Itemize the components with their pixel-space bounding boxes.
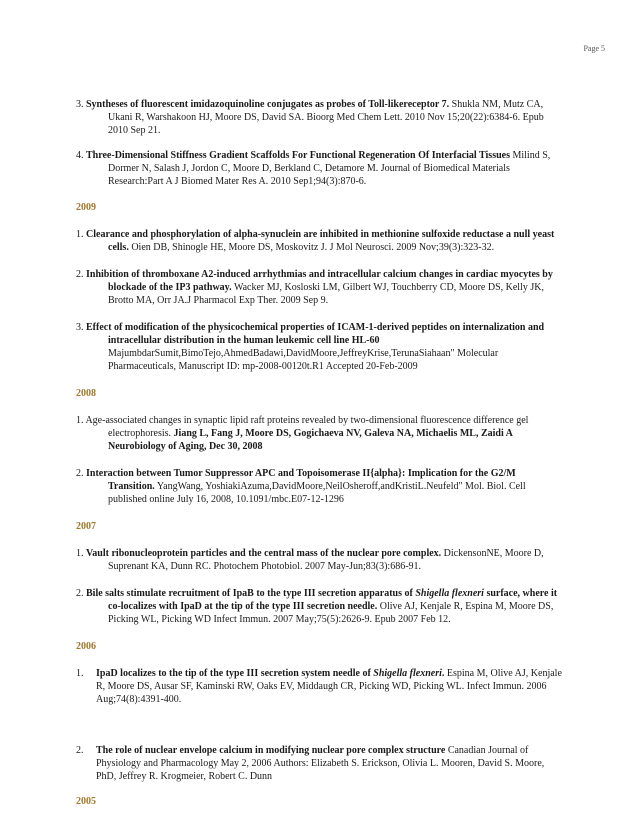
item-title [96, 668, 444, 679]
list-item [76, 228, 564, 254]
item-title: Interaction between Tumor Suppressor APC and Topoisomerase II{alpha}: Implication for the G2/M Transition. [86, 468, 516, 492]
list-item [76, 414, 564, 453]
item-title-italic: Shigella flexneri [373, 668, 442, 679]
item-title: Clearance and phosphorylation of alpha-synuclein are inhibited in methionine sulfoxide reductase a null yeast cells. [86, 229, 555, 253]
item-title: Syntheses of fluorescent imidazoquinoline conjugates as probes of Toll-likereceptor 7. [86, 99, 450, 110]
item-citation: Oien DB, Shinogle HE, Moore DS, Moskovitz J. J Mol Neurosci. 2009 Nov;39(3):323-32. [128, 242, 495, 253]
list-item [76, 98, 564, 137]
list-item [76, 149, 564, 188]
publication-list [76, 98, 564, 808]
item-title-part: IpaD localizes to the tip of the type III secretion system needle of [96, 668, 374, 679]
list-item [76, 587, 564, 626]
item-citation: MajumbdarSumit,BimoTejo,AhmedBadawi,DavidMoore,JeffreyKrise,TerunaSiahaan" Molecular Pharmaceuticals, Manuscript ID: mp-2008-00120t.R1 Accepted 20-Feb-2009 [108, 348, 499, 372]
list-item [76, 744, 564, 783]
item-number: 1. [76, 415, 84, 426]
item-citation: Wacker MJ, Kosloski LM, Gilbert WJ, Touchberry CD, Moore DS, Kelly JK, Brotto MA, Orr JA.J Pharmacol Exp Ther. 2009 Sep 9. [108, 282, 544, 306]
item-title: Effect of modification of the physicochemical properties of ICAM-1-derived peptides on internalization and intracellular distribution in the human leukemic cell line HL-60 [86, 322, 545, 346]
item-citation: Espina M, Olive AJ, Kenjale R, Moore DS, Ausar SF, Kaminski RW, Oaks EV, Middaugh CR, Picking WD, Picking WL. Infect Immun. 2006 Aug;74(8):4391-400. [96, 668, 562, 705]
item-number: 1. [76, 668, 84, 679]
item-citation: YangWang, YoshiakiAzuma,DavidMoore,NeilOsheroff,andKristiL.Neufeld" Mol. Biol. Cell published online July 16, 2008, 10.1091/mbc.E07-12-1296 [108, 481, 526, 505]
item-citation: Shukla NM, Mutz CA, Ukani R, Warshakoon HJ, Moore DS, David SA. Bioorg Med Chem Lett. 2010 Nov 15;20(22):6384-6. Epub 2010 Sep 21. [108, 99, 544, 136]
list-item [76, 321, 564, 373]
item-title: Age-associated changes in synaptic lipid raft proteins revealed by two-dimensional fluorescence difference gel electrophoresis. [83, 415, 529, 439]
item-number: 3. [76, 322, 84, 333]
list-item [76, 467, 564, 506]
list-item [76, 667, 564, 706]
item-title-italic: Shigella flexneri [415, 588, 484, 599]
year-heading: 2009 [76, 202, 96, 213]
year-heading: 2006 [76, 641, 96, 652]
year-heading: 2007 [76, 521, 96, 532]
page-number: Page 5 [583, 44, 605, 53]
item-title: The role of nuclear envelope calcium in modifying nuclear pore complex structure [96, 745, 446, 756]
list-item [76, 268, 564, 307]
item-number: 1. [76, 548, 84, 559]
item-number: 1. [76, 229, 84, 240]
item-number: 2. [76, 269, 84, 280]
item-title-part: surface, where it co-localizes with IpaD at the tip of the type III secretion needle. [108, 588, 558, 612]
item-citation: DickensonNE, Moore D, Suprenant KA, Dunn RC. Photochem Photobiol. 2007 May-Jun;83(3):686-91. [108, 548, 544, 572]
item-number: 3. [76, 99, 84, 110]
item-title: Inhibition of thromboxane A2-induced arrhythmias and intracellular calcium changes in cardiac myocytes by blockade of the IP3 pathway. [86, 269, 553, 293]
item-citation: Canadian Journal of Physiology and Pharmacology May 2, 2006 Authors: Elizabeth S. Erickson, Olivia L. Mooren, David S. Moore, PhD, Jeffrey R. Krogmeier, Robert C. Dunn [96, 745, 545, 782]
item-title-part: . [441, 668, 445, 679]
item-number: 2. [76, 468, 84, 479]
item-number: 4. [76, 150, 84, 161]
list-item [76, 547, 564, 573]
item-citation: Milind S, Dormer N, Salash J, Jordon C, Moore D, Berkland C, Detamore M. Journal of Biomedical Materials Research:Part A J Biomed Mater Res A. 2010 Sep1;94(3):870-6. [108, 150, 551, 187]
item-number: 2. [76, 588, 84, 599]
item-number: 2. [76, 745, 84, 756]
year-heading: 2008 [76, 388, 96, 399]
item-title: Vault ribonucleoprotein particles and the central mass of the nuclear pore complex. [86, 548, 442, 559]
item-title: Three-Dimensional Stiffness Gradient Scaffolds For Functional Regeneration Of Interfacial Tissues [86, 150, 510, 161]
year-heading: 2005 [76, 796, 96, 807]
item-title-part: Bile salts stimulate recruitment of IpaB to the type III secretion apparatus of [86, 588, 416, 599]
item-citation: Jiang L, Fang J, Moore DS, Gogichaeva NV, Galeva NA, Michaelis ML, Zaidi A Neurobiology of Aging, Dec 30, 2008 [108, 428, 513, 452]
item-citation: Olive AJ, Kenjale R, Espina M, Moore DS, Picking WL, Picking WD Infect Immun. 2007 May;75(5):2626-9. Epub 2007 Feb 12. [108, 601, 554, 625]
